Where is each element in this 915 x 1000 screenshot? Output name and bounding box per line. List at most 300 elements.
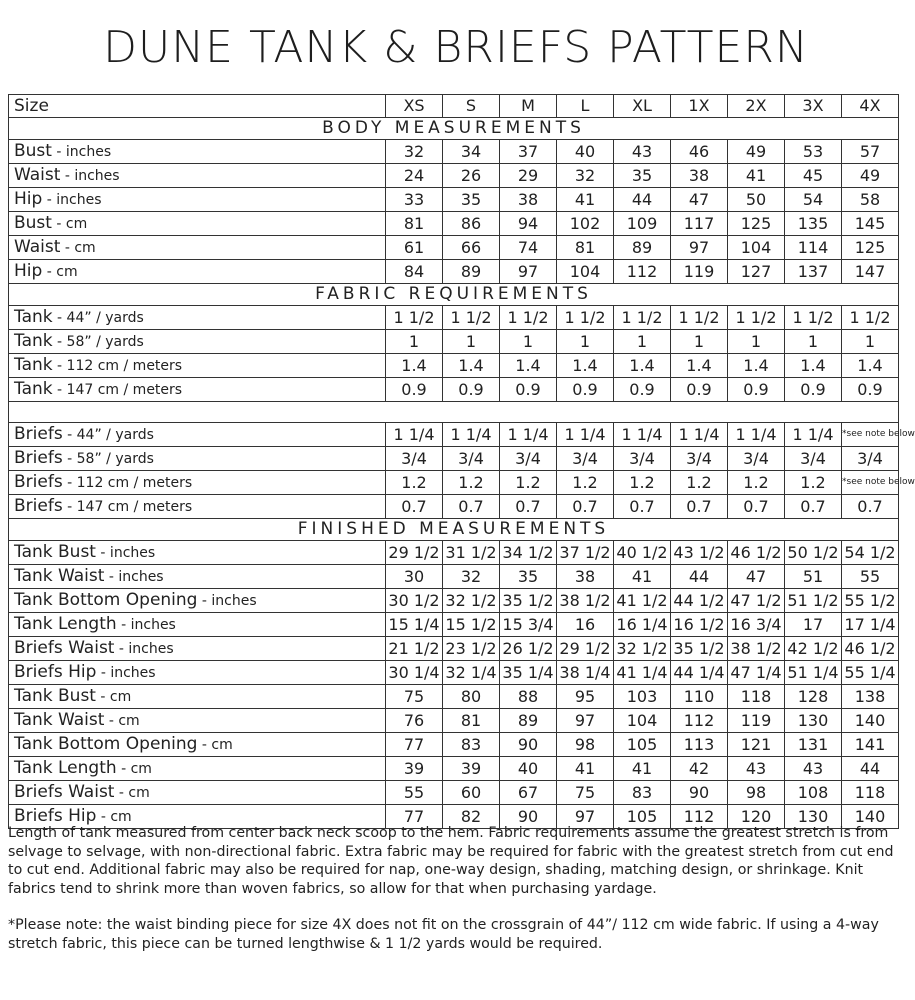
value-cell: 40 <box>500 757 557 781</box>
row-label <box>9 212 386 236</box>
value-cell: 43 <box>785 757 842 781</box>
value-cell: 1 1/2 <box>842 306 899 330</box>
row-label-name: Briefs Hip <box>14 806 97 826</box>
value-cell: 104 <box>728 236 785 260</box>
spacer-row <box>9 402 899 423</box>
value-cell: 41 <box>614 757 671 781</box>
value-cell: 81 <box>386 212 443 236</box>
row-label <box>9 260 386 284</box>
value-cell: 35 <box>614 164 671 188</box>
value-cell: 41 1/4 <box>614 661 671 685</box>
value-cell: 104 <box>557 260 614 284</box>
row-label-unit: - cm <box>95 689 132 705</box>
measurement-row <box>9 447 899 471</box>
section-heading: FABRIC REQUIREMENTS <box>9 284 899 306</box>
value-cell: 38 <box>557 565 614 589</box>
value-cell: 54 <box>785 188 842 212</box>
section-heading-row <box>9 284 899 306</box>
value-cell: 1 1/2 <box>671 306 728 330</box>
row-label-name: Tank Bust <box>14 686 96 706</box>
row-label-name: Tank Length <box>14 758 117 778</box>
row-label-name: Briefs Hip <box>14 662 97 682</box>
value-cell: 50 1/2 <box>785 541 842 565</box>
value-cell: 1 1/4 <box>386 423 443 447</box>
value-cell: 32 <box>557 164 614 188</box>
measurement-row <box>9 378 899 402</box>
value-cell: 1.2 <box>557 471 614 495</box>
value-cell: 75 <box>557 781 614 805</box>
measurement-row <box>9 495 899 519</box>
size-header-cell: L <box>557 95 614 118</box>
row-label <box>9 589 386 613</box>
measurement-row <box>9 685 899 709</box>
size-header-cell: 2X <box>728 95 785 118</box>
value-cell: 108 <box>785 781 842 805</box>
value-cell: 97 <box>557 709 614 733</box>
size-chart-body <box>9 95 915 829</box>
row-label-unit: - 147 cm / meters <box>62 499 193 515</box>
value-cell: 44 1/2 <box>671 589 728 613</box>
measurement-row <box>9 330 899 354</box>
value-cell: 53 <box>785 140 842 164</box>
value-cell: 29 1/2 <box>386 541 443 565</box>
value-cell: 77 <box>386 733 443 757</box>
value-cell: 40 1/2 <box>614 541 671 565</box>
value-cell: 1.4 <box>500 354 557 378</box>
size-4x-note: *Please note: the waist binding piece for size 4X does not fit on the crossgrain of 44”/ 112 cm wide fabric. If using a 4-way stretch fabric, this piece can be turned lengthwise & 1 1/2 yards would be required. <box>8 917 879 952</box>
value-cell: 1 1/2 <box>443 306 500 330</box>
value-cell: 46 <box>671 140 728 164</box>
value-cell: 35 1/2 <box>671 637 728 661</box>
measurement-row <box>9 306 899 330</box>
row-label <box>9 685 386 709</box>
row-label-unit: - inches <box>116 617 176 633</box>
row-label <box>9 471 386 495</box>
measurement-row <box>9 661 899 685</box>
value-cell: 3/4 <box>500 447 557 471</box>
value-cell: 1 <box>557 330 614 354</box>
row-label-unit: - 112 cm / meters <box>62 475 193 491</box>
value-cell: 30 1/2 <box>386 589 443 613</box>
value-cell: 89 <box>500 709 557 733</box>
value-cell: 77 <box>386 805 443 829</box>
value-cell: 147 <box>842 260 899 284</box>
value-cell: 90 <box>500 805 557 829</box>
value-cell: 1 <box>443 330 500 354</box>
value-cell: 3/4 <box>557 447 614 471</box>
row-label-name: Hip <box>14 189 43 209</box>
value-cell: 1 1/2 <box>614 306 671 330</box>
value-cell: 135 <box>785 212 842 236</box>
value-cell: 145 <box>842 212 899 236</box>
value-cell: 140 <box>842 805 899 829</box>
value-cell: 37 1/2 <box>557 541 614 565</box>
value-cell: 55 <box>386 781 443 805</box>
value-cell: 45 <box>785 164 842 188</box>
row-label-name: Tank Bust <box>14 542 96 562</box>
value-cell: 82 <box>443 805 500 829</box>
value-cell: 55 <box>842 565 899 589</box>
value-cell: 121 <box>728 733 785 757</box>
value-cell: 44 <box>614 188 671 212</box>
row-label <box>9 781 386 805</box>
value-cell: 1 <box>842 330 899 354</box>
value-cell: 102 <box>557 212 614 236</box>
value-cell: 46 1/2 <box>728 541 785 565</box>
value-cell: 39 <box>386 757 443 781</box>
value-cell: 34 <box>443 140 500 164</box>
value-cell: 39 <box>443 757 500 781</box>
value-cell: 0.7 <box>728 495 785 519</box>
value-cell: 137 <box>785 260 842 284</box>
spacer-cell <box>9 402 899 423</box>
value-cell: 51 1/4 <box>785 661 842 685</box>
value-cell: 118 <box>842 781 899 805</box>
value-cell: 1 1/4 <box>500 423 557 447</box>
value-cell: 0.9 <box>671 378 728 402</box>
row-label-unit: - inches <box>42 192 102 208</box>
value-cell: 3/4 <box>614 447 671 471</box>
size-chart-table <box>8 94 915 829</box>
value-cell: 86 <box>443 212 500 236</box>
value-cell: 97 <box>500 260 557 284</box>
value-cell: 38 1/2 <box>728 637 785 661</box>
value-cell: 35 1/2 <box>500 589 557 613</box>
value-cell: 49 <box>842 164 899 188</box>
value-cell: 1.2 <box>728 471 785 495</box>
value-cell: 3/4 <box>728 447 785 471</box>
value-cell: 112 <box>614 260 671 284</box>
value-cell: 98 <box>557 733 614 757</box>
value-cell: 3/4 <box>386 447 443 471</box>
value-cell: 35 1/4 <box>500 661 557 685</box>
value-cell: 0.7 <box>500 495 557 519</box>
row-label-name: Tank Waist <box>14 566 105 586</box>
value-cell: 138 <box>842 685 899 709</box>
value-cell: 16 <box>557 613 614 637</box>
row-label-name: Briefs Waist <box>14 782 115 802</box>
value-cell: 1.4 <box>557 354 614 378</box>
row-label <box>9 236 386 260</box>
value-cell: 112 <box>671 805 728 829</box>
measurement-row <box>9 589 899 613</box>
value-cell: 1.4 <box>671 354 728 378</box>
value-cell: 141 <box>842 733 899 757</box>
value-cell: 83 <box>614 781 671 805</box>
value-cell: 0.9 <box>728 378 785 402</box>
row-label <box>9 565 386 589</box>
value-cell: 1.2 <box>443 471 500 495</box>
value-cell: 0.7 <box>614 495 671 519</box>
value-cell: 40 <box>557 140 614 164</box>
value-cell: 44 <box>671 565 728 589</box>
row-label-unit: - inches <box>104 569 164 585</box>
value-cell: 83 <box>443 733 500 757</box>
value-cell: 42 1/2 <box>785 637 842 661</box>
value-cell: 1 1/2 <box>386 306 443 330</box>
measurement-row <box>9 757 899 781</box>
value-cell: 60 <box>443 781 500 805</box>
row-label-name: Tank Bottom Opening <box>14 590 198 610</box>
row-label <box>9 306 386 330</box>
row-label-name: Tank Length <box>14 614 117 634</box>
row-label-name: Tank <box>14 355 53 375</box>
row-label-name: Tank Waist <box>14 710 105 730</box>
value-cell: 26 <box>443 164 500 188</box>
measurement-row <box>9 637 899 661</box>
value-cell: 43 <box>614 140 671 164</box>
measurement-row <box>9 212 899 236</box>
value-cell: 32 1/2 <box>443 589 500 613</box>
row-label-name: Briefs <box>14 472 63 492</box>
value-cell: 94 <box>500 212 557 236</box>
value-cell: 55 1/2 <box>842 589 899 613</box>
value-cell: 98 <box>728 781 785 805</box>
value-cell: 0.7 <box>443 495 500 519</box>
row-label <box>9 140 386 164</box>
value-cell: 35 <box>500 565 557 589</box>
row-label-name: Briefs <box>14 448 63 468</box>
value-cell: *see note below <box>842 423 899 447</box>
value-cell: 1 <box>671 330 728 354</box>
value-cell: 1 1/4 <box>557 423 614 447</box>
value-cell: 1 1/2 <box>500 306 557 330</box>
row-label <box>9 541 386 565</box>
value-cell: 0.9 <box>386 378 443 402</box>
value-cell: 51 1/2 <box>785 589 842 613</box>
size-header-cell: XS <box>386 95 443 118</box>
value-cell: 46 1/2 <box>842 637 899 661</box>
value-cell: 32 1/4 <box>443 661 500 685</box>
row-label-unit: - inches <box>114 641 174 657</box>
measurement-row <box>9 260 899 284</box>
value-cell: 1.4 <box>614 354 671 378</box>
value-cell: 1 <box>614 330 671 354</box>
pattern-notes <box>8 824 904 953</box>
measurement-row <box>9 164 899 188</box>
row-label-unit: - cm <box>104 713 140 729</box>
value-cell: 32 1/2 <box>614 637 671 661</box>
value-cell: 0.7 <box>386 495 443 519</box>
value-cell: 43 1/2 <box>671 541 728 565</box>
value-cell: 0.7 <box>785 495 842 519</box>
measurement-row <box>9 423 899 447</box>
value-cell: 1.4 <box>842 354 899 378</box>
value-cell: 37 <box>500 140 557 164</box>
value-cell: 118 <box>728 685 785 709</box>
value-cell: 1 1/4 <box>728 423 785 447</box>
row-label-unit: - cm <box>42 264 78 280</box>
value-cell: 16 3/4 <box>728 613 785 637</box>
size-header-cell: S <box>443 95 500 118</box>
row-label <box>9 495 386 519</box>
value-cell: 15 3/4 <box>500 613 557 637</box>
value-cell: 3/4 <box>443 447 500 471</box>
size-header-cell: 1X <box>671 95 728 118</box>
value-cell: 3/4 <box>671 447 728 471</box>
value-cell: 114 <box>785 236 842 260</box>
row-label-unit: - 44” / yards <box>62 427 154 443</box>
value-cell: 29 <box>500 164 557 188</box>
value-cell: 41 <box>557 757 614 781</box>
value-cell: 38 <box>500 188 557 212</box>
size-header-cell: XL <box>614 95 671 118</box>
value-cell: 44 1/4 <box>671 661 728 685</box>
value-cell: 31 1/2 <box>443 541 500 565</box>
row-label <box>9 423 386 447</box>
value-cell: 1.2 <box>500 471 557 495</box>
value-cell: 1 1/2 <box>785 306 842 330</box>
value-cell: 0.7 <box>557 495 614 519</box>
value-cell: 24 <box>386 164 443 188</box>
value-cell: 30 <box>386 565 443 589</box>
row-label <box>9 330 386 354</box>
value-cell: 1 <box>500 330 557 354</box>
size-header-label: Size <box>9 95 386 118</box>
measurement-row <box>9 188 899 212</box>
row-label-name: Waist <box>14 237 61 257</box>
value-cell: 76 <box>386 709 443 733</box>
value-cell: 113 <box>671 733 728 757</box>
row-label-unit: - cm <box>114 785 150 801</box>
value-cell: 128 <box>785 685 842 709</box>
value-cell: 17 1/4 <box>842 613 899 637</box>
measurement-row <box>9 471 899 495</box>
value-cell: 104 <box>614 709 671 733</box>
row-label-name: Bust <box>14 141 52 161</box>
value-cell: 127 <box>728 260 785 284</box>
value-cell: 54 1/2 <box>842 541 899 565</box>
value-cell: 90 <box>500 733 557 757</box>
value-cell: 47 1/2 <box>728 589 785 613</box>
value-cell: 75 <box>386 685 443 709</box>
row-label <box>9 354 386 378</box>
row-label-unit: - 58” / yards <box>62 451 154 467</box>
value-cell: 0.9 <box>614 378 671 402</box>
value-cell: 15 1/2 <box>443 613 500 637</box>
value-cell: 95 <box>557 685 614 709</box>
row-label <box>9 188 386 212</box>
row-label <box>9 637 386 661</box>
row-label-name: Tank <box>14 331 53 351</box>
row-label <box>9 733 386 757</box>
value-cell: 55 1/4 <box>842 661 899 685</box>
value-cell: 105 <box>614 805 671 829</box>
value-cell: 130 <box>785 709 842 733</box>
value-cell: 47 <box>671 188 728 212</box>
value-cell: 1 1/2 <box>728 306 785 330</box>
value-cell: 90 <box>671 781 728 805</box>
value-cell: 89 <box>614 236 671 260</box>
row-label-unit: - cm <box>60 240 96 256</box>
value-cell: 119 <box>728 709 785 733</box>
value-cell: 41 <box>728 164 785 188</box>
value-cell: 1 1/4 <box>614 423 671 447</box>
row-label-name: Briefs <box>14 424 63 444</box>
value-cell: 17 <box>785 613 842 637</box>
row-label-unit: - cm <box>96 809 132 825</box>
value-cell: 84 <box>386 260 443 284</box>
value-cell: 35 <box>443 188 500 212</box>
value-cell: 1.4 <box>386 354 443 378</box>
value-cell: 1.4 <box>728 354 785 378</box>
row-label-unit: - 44” / yards <box>52 310 144 326</box>
value-cell: 0.7 <box>671 495 728 519</box>
value-cell: 117 <box>671 212 728 236</box>
value-cell: 131 <box>785 733 842 757</box>
row-label-name: Hip <box>14 261 43 281</box>
value-cell: 47 <box>728 565 785 589</box>
row-label-unit: - inches <box>60 168 120 184</box>
value-cell: 41 1/2 <box>614 589 671 613</box>
row-label-unit: - cm <box>116 761 152 777</box>
value-cell: 23 1/2 <box>443 637 500 661</box>
value-cell: 74 <box>500 236 557 260</box>
value-cell: 103 <box>614 685 671 709</box>
value-cell: 43 <box>728 757 785 781</box>
value-cell: 32 <box>443 565 500 589</box>
value-cell: 21 1/2 <box>386 637 443 661</box>
value-cell: 57 <box>842 140 899 164</box>
value-cell: 1 <box>386 330 443 354</box>
value-cell: 109 <box>614 212 671 236</box>
value-cell: 41 <box>614 565 671 589</box>
row-label <box>9 661 386 685</box>
value-cell: 1.2 <box>614 471 671 495</box>
value-cell: 34 1/2 <box>500 541 557 565</box>
measurement-row <box>9 541 899 565</box>
value-cell: 50 <box>728 188 785 212</box>
row-label-name: Briefs <box>14 496 63 516</box>
measurement-row <box>9 140 899 164</box>
value-cell: 1.2 <box>386 471 443 495</box>
value-cell: 61 <box>386 236 443 260</box>
value-cell: 1.2 <box>671 471 728 495</box>
value-cell: 3/4 <box>785 447 842 471</box>
value-cell: 0.9 <box>557 378 614 402</box>
measurement-row <box>9 565 899 589</box>
value-cell: 125 <box>728 212 785 236</box>
size-header-cell: M <box>500 95 557 118</box>
row-label-unit: - inches <box>96 665 156 681</box>
value-cell: 81 <box>443 709 500 733</box>
value-cell: 0.9 <box>842 378 899 402</box>
measurement-note: Length of tank measured from center back neck scoop to the hem. Fabric requirements assume the greatest stretch is from selvage to selvage, with non-directional fabric. Extra fabric may be required for fabric with the greatest stretch from cut end to cut end. Additional fabric may also be required for nap, one-way design, shading, matching design, or shrinkage. Knit fabrics tend to shrink more than woven fabrics, so allow for that when purchasing yardage. <box>8 825 894 897</box>
value-cell: 1.4 <box>443 354 500 378</box>
row-label <box>9 447 386 471</box>
value-cell: 88 <box>500 685 557 709</box>
value-cell: 120 <box>728 805 785 829</box>
value-cell: 1.4 <box>785 354 842 378</box>
measurement-row <box>9 781 899 805</box>
value-cell: 125 <box>842 236 899 260</box>
size-header-row <box>9 95 899 118</box>
value-cell: 80 <box>443 685 500 709</box>
value-cell: 119 <box>671 260 728 284</box>
row-label-name: Tank <box>14 379 53 399</box>
measurement-row <box>9 613 899 637</box>
value-cell: 105 <box>614 733 671 757</box>
measurement-row <box>9 709 899 733</box>
row-label <box>9 164 386 188</box>
measurement-row <box>9 236 899 260</box>
value-cell: 41 <box>557 188 614 212</box>
row-label-unit: - inches <box>197 593 257 609</box>
row-label-name: Briefs Waist <box>14 638 115 658</box>
row-label-name: Tank Bottom Opening <box>14 734 198 754</box>
value-cell: 38 1/4 <box>557 661 614 685</box>
value-cell: 67 <box>500 781 557 805</box>
